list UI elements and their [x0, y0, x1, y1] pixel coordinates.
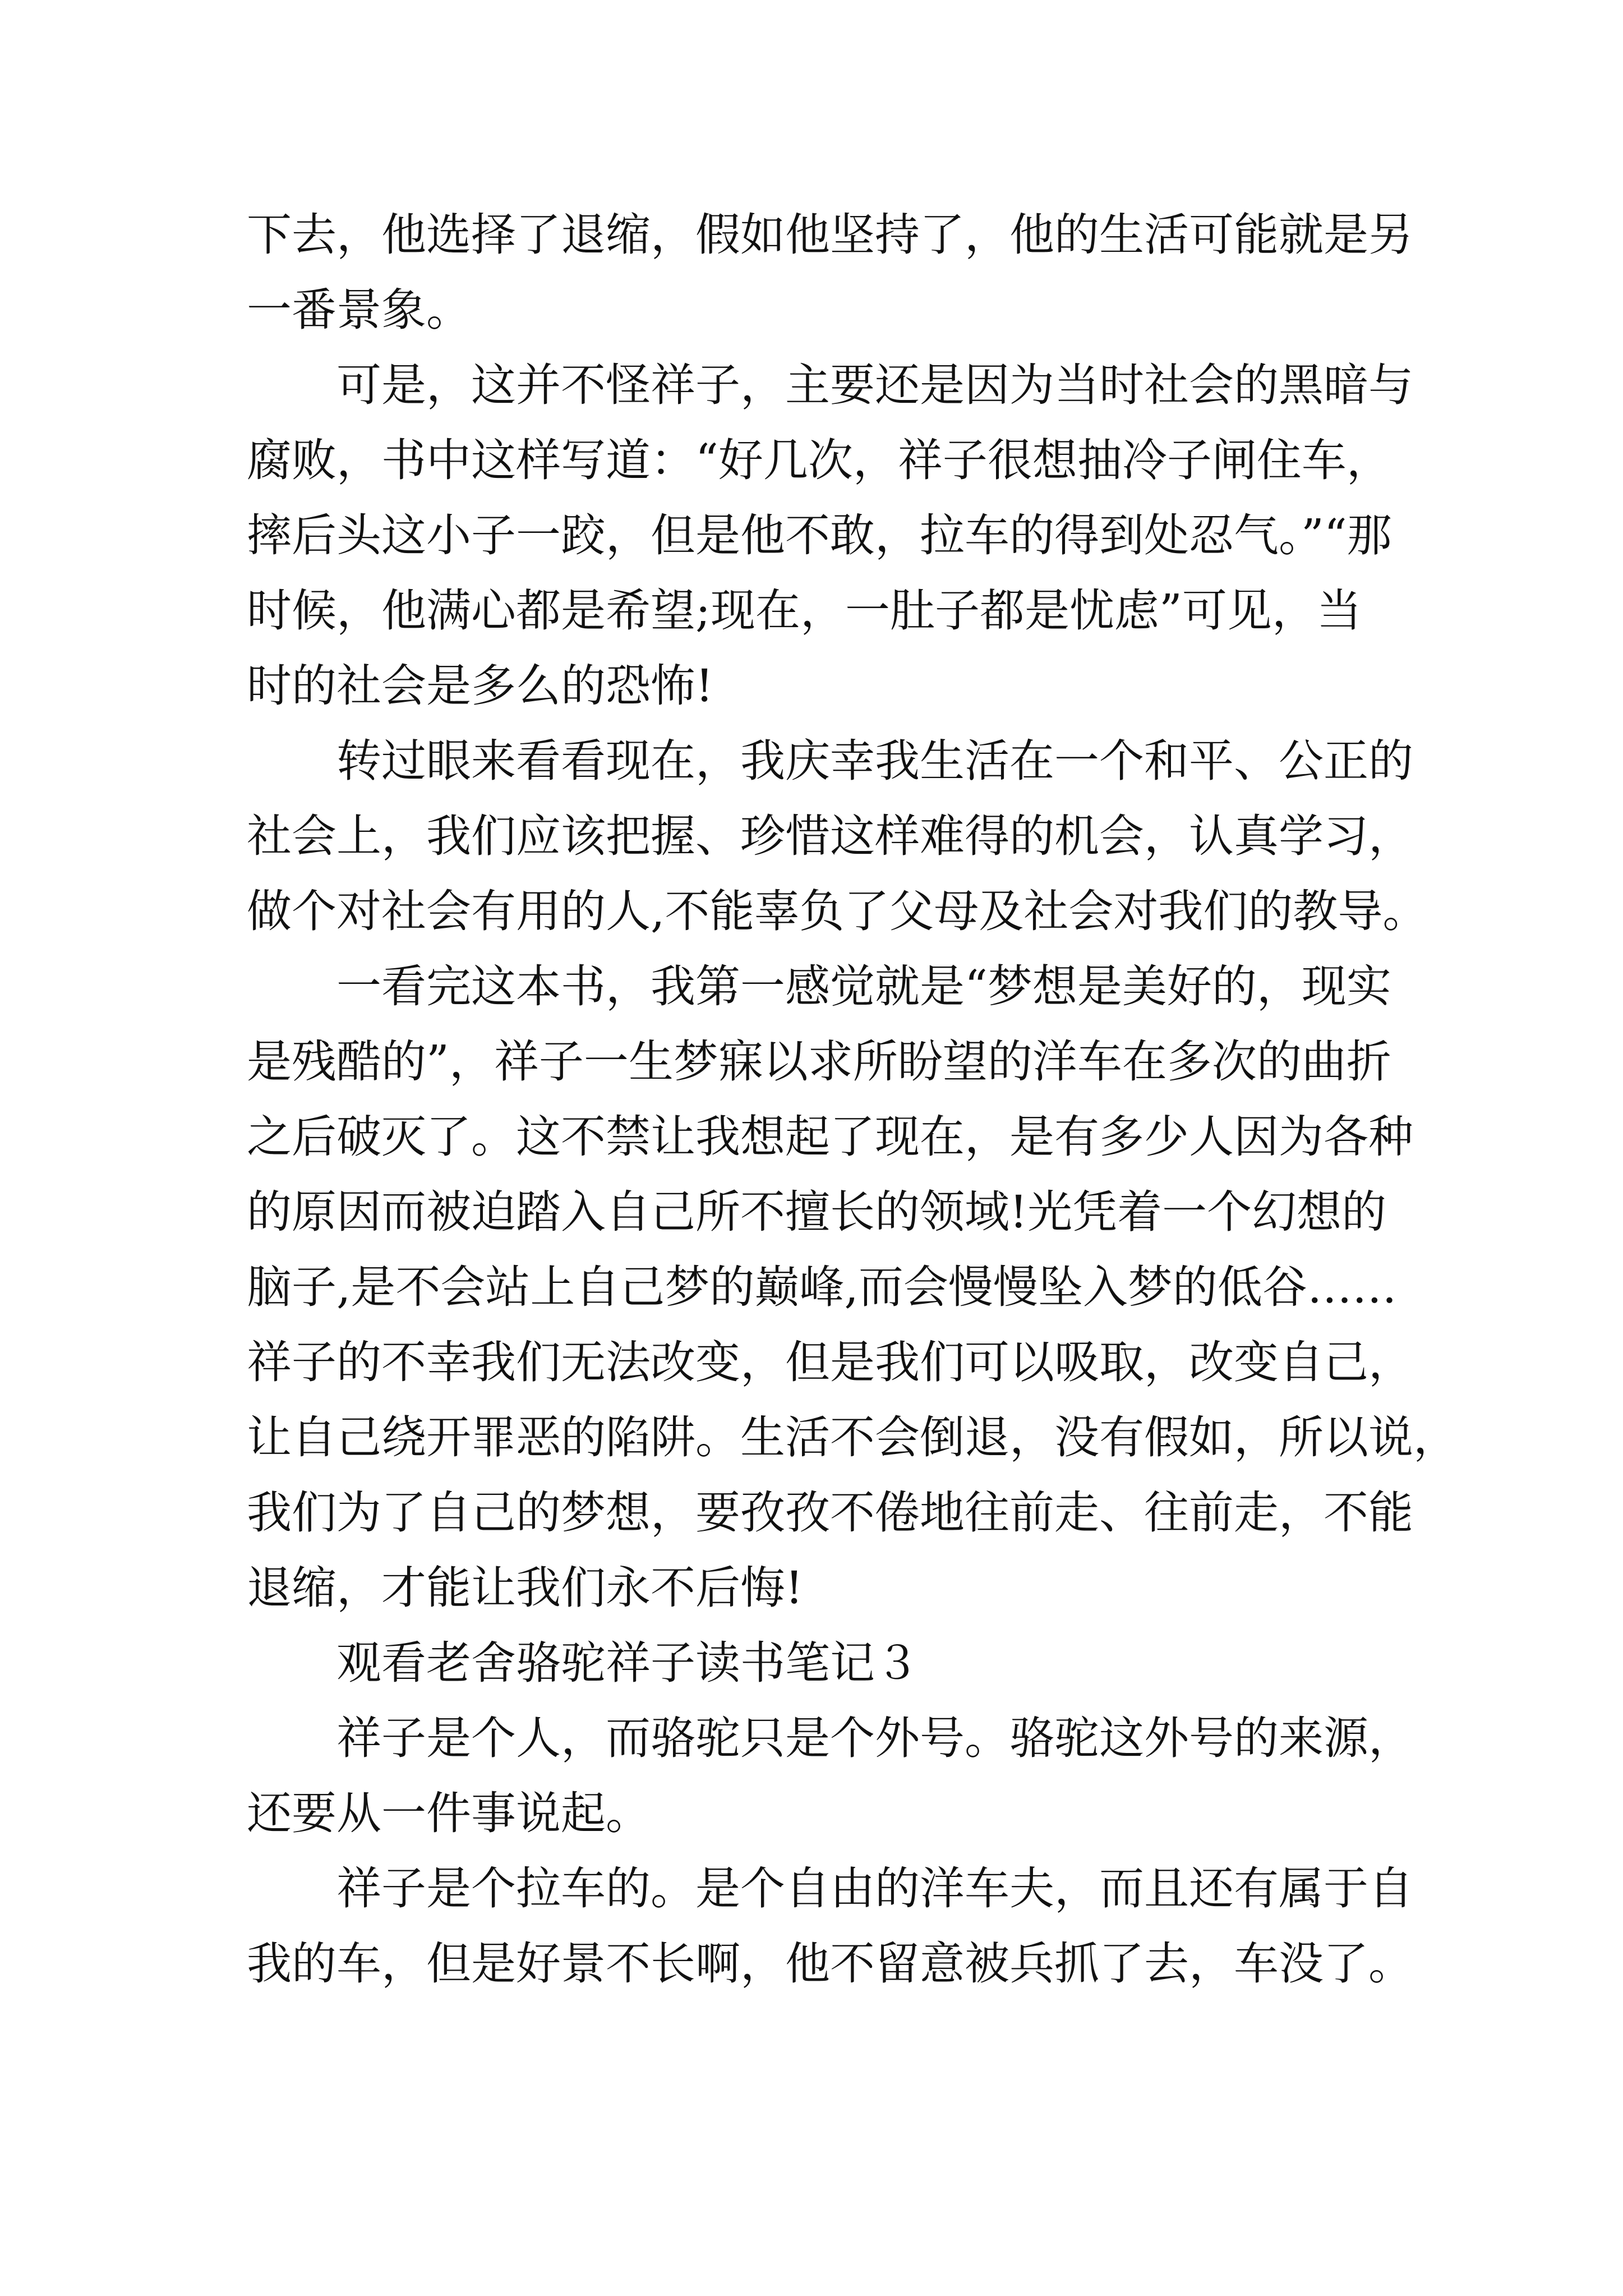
text-line: 一番景象。 [247, 284, 471, 336]
text-line: 社会上，我们应该把握、珍惜这样难得的机会，认真学习， [247, 810, 1413, 862]
text-line: 我的车，但是好景不长啊，他不留意被兵抓了去，车没了。 [247, 1938, 1413, 1990]
text-line: 时的社会是多么的恐怖! [247, 660, 714, 712]
text-line: 的原因而被迫踏入自己所不擅长的领域!光凭着一个幻想的 [247, 1186, 1387, 1238]
text-line: 还要从一件事说起。 [247, 1787, 651, 1839]
text-line: 退缩，才能让我们永不后悔! [247, 1562, 804, 1614]
text-line: 之后破灭了。这不禁让我想起了现在，是有多少人因为各种 [247, 1111, 1413, 1163]
document-body [247, 197, 1458, 2001]
section-heading: 观看老舍骆驼祥子读书笔记３ [336, 1637, 920, 1689]
text-line: 腐败，书中这样写道：“好几次，祥子很想抽冷子闸住车， [247, 434, 1391, 486]
text-line: 祥子是个拉车的。是个自由的洋车夫，而且还有属于自 [336, 1862, 1413, 1915]
text-line: 做个对社会有用的人,不能辜负了父母及社会对我们的教导。 [247, 885, 1428, 937]
text-line: 让自己绕开罪恶的陷阱。生活不会倒退，没有假如，所以说， [247, 1411, 1458, 1464]
text-line: 脑子,是不会站上自己梦的巅峰,而会慢慢坠入梦的低谷…… [247, 1261, 1397, 1313]
text-line: 转过眼来看看现在，我庆幸我生活在一个和平、公正的 [336, 735, 1413, 787]
text-line: 祥子的不幸我们无法改变，但是我们可以吸取，改变自己， [247, 1336, 1413, 1388]
text-line: 祥子是个人，而骆驼只是个外号。骆驼这外号的来源， [336, 1712, 1413, 1764]
text-line: 下去，他选择了退缩，假如他坚持了，他的生活可能就是另 [247, 209, 1413, 261]
text-line: 一看完这本书，我第一感觉就是“梦想是美好的，现实 [336, 960, 1391, 1013]
text-line: 可是，这并不怪祥子，主要还是因为当时社会的黑暗与 [336, 359, 1413, 411]
text-line: 时候，他满心都是希望;现在，一肚子都是忧虑”可见，当 [247, 585, 1362, 637]
text-line: 摔后头这小子一跤，但是他不敢，拉车的得到处忍气。”“那 [247, 509, 1392, 562]
text-line: 我们为了自己的梦想，要孜孜不倦地往前走、往前走，不能 [247, 1487, 1413, 1539]
text-line: 是残酷的”，祥子一生梦寐以求所盼望的洋车在多次的曲折 [247, 1036, 1391, 1088]
